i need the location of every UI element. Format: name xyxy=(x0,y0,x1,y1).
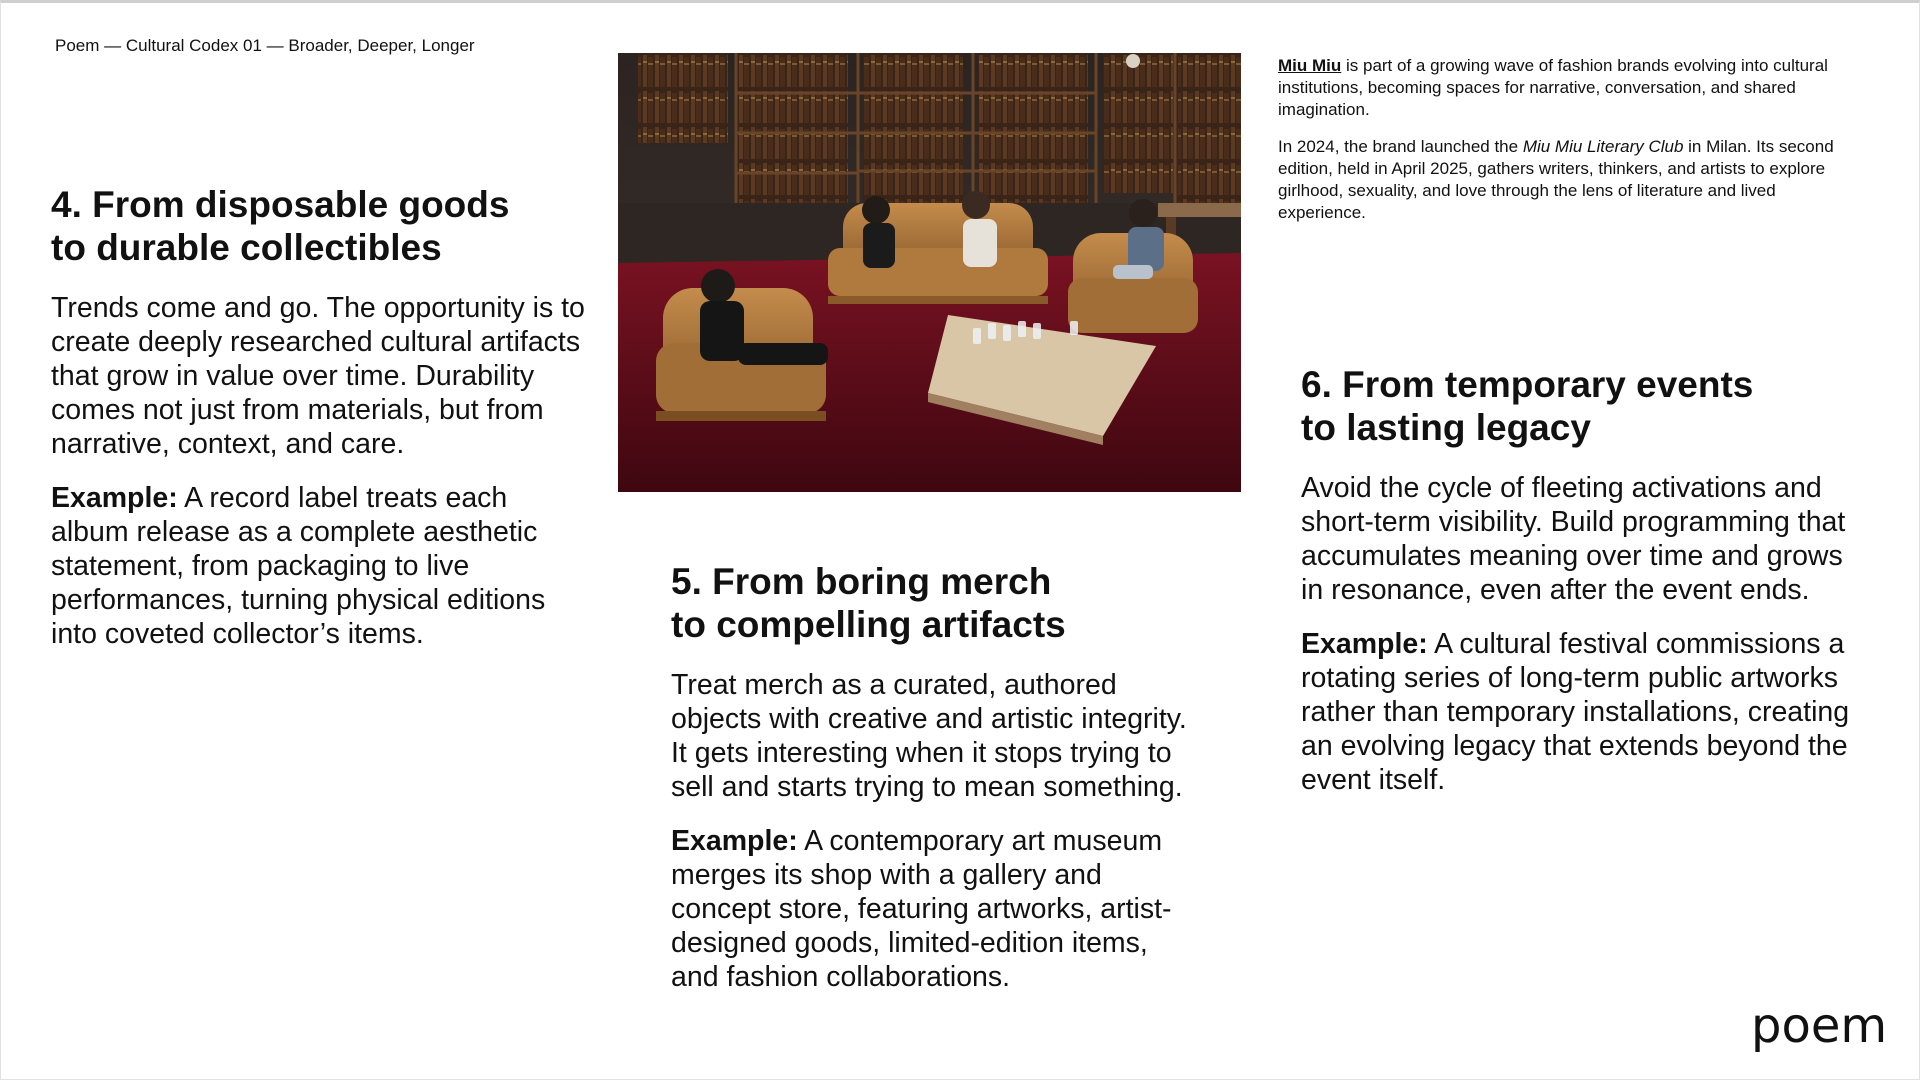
caption-paragraph-2 xyxy=(1278,136,1838,224)
caption-p2-rest: in Milan. Its second edition, held in April 2025, gathers writers, thinkers, and artists to explore girlhood, sexuality, and love through the lens of literature and lived experience. xyxy=(1278,137,1834,222)
section-5-example-label: Example: xyxy=(671,825,798,857)
section-4-body: Trends come and go. The opportunity is to create deeply researched cultural artifacts that grow in value over time. Durability comes not just from materials, but from narrative, context, and care. xyxy=(51,292,585,460)
section-4-example-text: A record label treats each album release as a complete aesthetic statement, from packaging to live performances, turning physical editions into coveted collector’s items. xyxy=(51,482,546,650)
section-4-example xyxy=(51,481,591,651)
section-5-title-line1: 5. From boring merch xyxy=(671,561,1052,602)
literary-club-photo xyxy=(618,53,1241,492)
caption-p1-text: is part of a growing wave of fashion brands evolving into cultural institutions, becoming spaces for narrative, conversation, and shared imagination. xyxy=(1278,56,1828,119)
section-5 xyxy=(671,560,1191,994)
caption-brand-link[interactable]: Miu Miu xyxy=(1278,56,1342,75)
section-4-title-line1: 4. From disposable goods xyxy=(51,184,510,225)
section-6-example-label: Example: xyxy=(1301,628,1428,660)
section-6-title-line1: 6. From temporary events xyxy=(1301,364,1754,405)
page-header: Poem — Cultural Codex 01 — Broader, Deeper, Longer xyxy=(55,36,475,55)
section-5-example-text: A contemporary art museum merges its shop with a gallery and concept store, featuring artworks, artist-designed goods, limited-edition items, and fashion collaborations. xyxy=(671,825,1172,993)
poem-logo: poem xyxy=(1751,998,1888,1054)
section-5-body: Treat merch as a curated, authored objects with creative and artistic integrity. It gets interesting when it stops trying to sell and starts trying to mean something. xyxy=(671,669,1187,803)
photo-caption xyxy=(1278,55,1838,239)
section-4-example-label: Example: xyxy=(51,482,178,514)
section-4-title xyxy=(51,183,591,269)
section-6 xyxy=(1301,363,1851,797)
caption-p2-title: Miu Miu Literary Club xyxy=(1522,137,1684,156)
section-6-title-line2: to lasting legacy xyxy=(1301,407,1591,448)
section-5-title-line2: to compelling artifacts xyxy=(671,604,1066,645)
section-6-example xyxy=(1301,627,1851,797)
section-6-title xyxy=(1301,363,1851,449)
caption-paragraph-1 xyxy=(1278,55,1838,121)
section-6-example-text: A cultural festival commissions a rotating series of long-term public artworks rather than temporary installations, creating an evolving legacy that extends beyond the event itself. xyxy=(1301,628,1850,796)
section-5-example xyxy=(671,824,1191,994)
section-4 xyxy=(51,183,591,651)
caption-p2-start: In 2024, the brand launched the xyxy=(1278,137,1523,156)
section-4-title-line2: to durable collectibles xyxy=(51,227,442,268)
section-6-body: Avoid the cycle of fleeting activations and short-term visibility. Build programming that accumulates meaning over time and grows in resonance, even after the event ends. xyxy=(1301,472,1846,606)
section-5-title xyxy=(671,560,1191,646)
